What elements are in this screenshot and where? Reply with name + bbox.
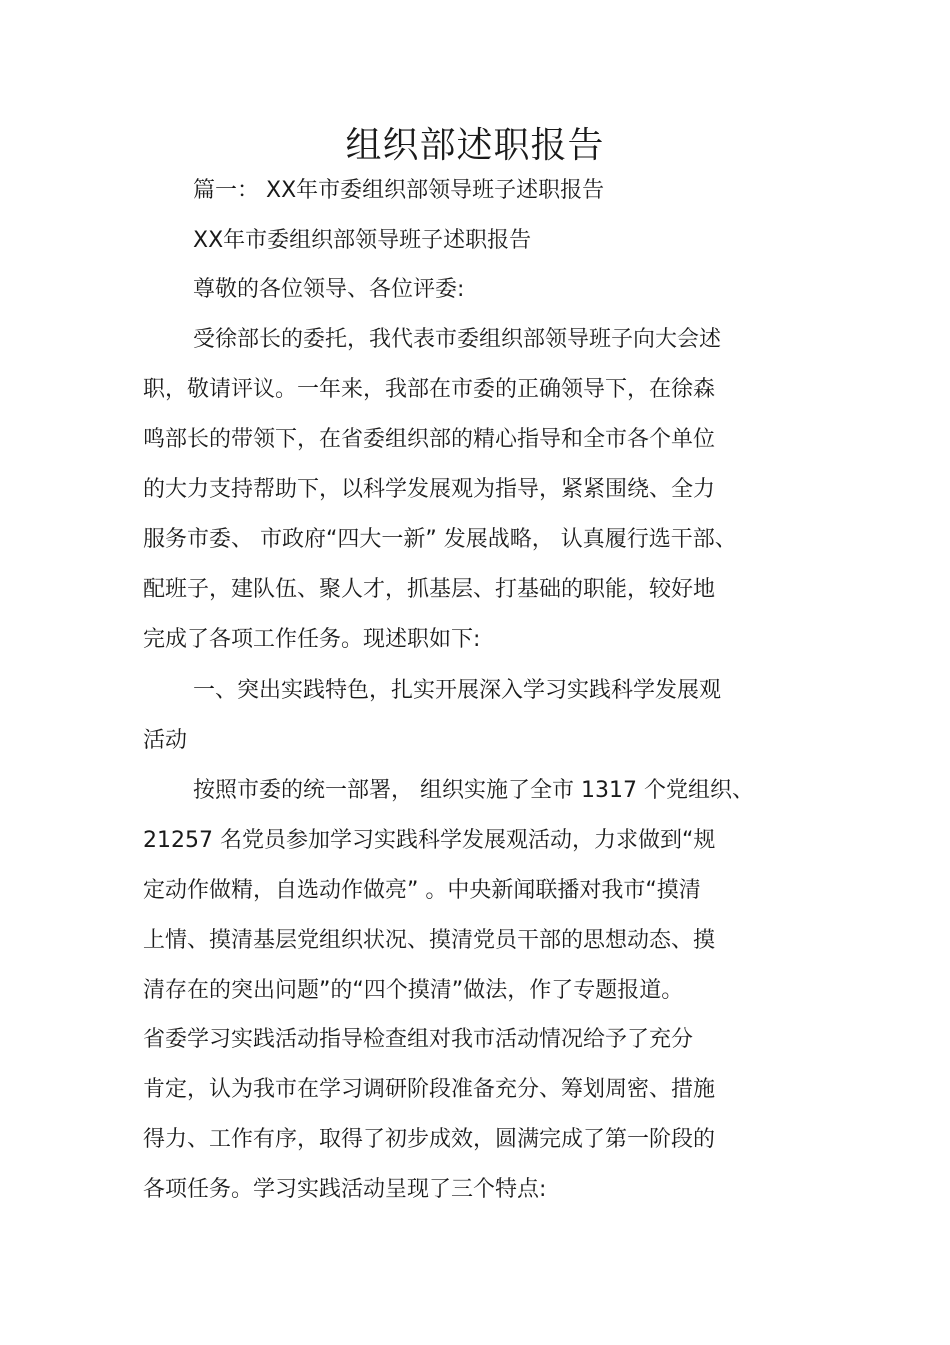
paragraph-line: 的大力支持帮助下，以科学发展观为指导，紧紧围绕、全力 (143, 477, 716, 502)
paragraph-line: 服务市委、 市政府“四大一新” 发展战略， 认真履行选干部、 (143, 527, 737, 552)
section-heading: 篇一： XX年市委组织部领导班子述职报告 (193, 178, 605, 203)
paragraph-line: 省委学习实践活动指导检查组对我市活动情况给予了充分 (143, 1027, 694, 1052)
paragraph-line: 按照市委的统一部署， 组织实施了全市 1317 个党组织、 (193, 778, 754, 803)
paragraph-line: 肯定，认为我市在学习调研阶段准备充分、筹划周密、措施 (143, 1077, 716, 1102)
paragraph-line: 配班子，建队伍、聚人才，抓基层、打基础的职能，较好地 (143, 577, 716, 602)
paragraph-line: 21257 名党员参加学习实践科学发展观活动，力求做到“规 (143, 828, 716, 853)
salutation: 尊敬的各位领导、各位评委: (193, 277, 465, 302)
document-title: 组织部述职报告 (345, 125, 605, 166)
paragraph-line: 定动作做精，自选动作做亮” 。中央新闻联播对我市“摸清 (143, 878, 701, 903)
paragraph-line: 受徐部长的委托，我代表市委组织部领导班子向大会述 (193, 327, 722, 352)
paragraph-line: 上情、摸清基层党组织状况、摸清党员干部的思想动态、摸 (143, 928, 716, 953)
subsection-heading-cont: 活动 (143, 728, 188, 753)
report-subtitle: XX年市委组织部领导班子述职报告 (193, 228, 532, 253)
paragraph-line: 完成了各项工作任务。现述职如下: (143, 627, 481, 652)
paragraph-line: 鸣部长的带领下，在省委组织部的精心指导和全市各个单位 (143, 427, 716, 452)
subsection-heading: 一、突出实践特色，扎实开展深入学习实践科学发展观 (193, 678, 722, 703)
paragraph-line: 职，敬请评议。一年来，我部在市委的正确领导下，在徐森 (143, 377, 716, 402)
paragraph-line: 得力、工作有序，取得了初步成效，圆满完成了第一阶段的 (143, 1127, 716, 1152)
paragraph-line: 各项任务。学习实践活动呈现了三个特点: (143, 1177, 547, 1202)
paragraph-line: 清存在的突出问题”的“四个摸清”做法，作了专题报道。 (143, 978, 684, 1003)
